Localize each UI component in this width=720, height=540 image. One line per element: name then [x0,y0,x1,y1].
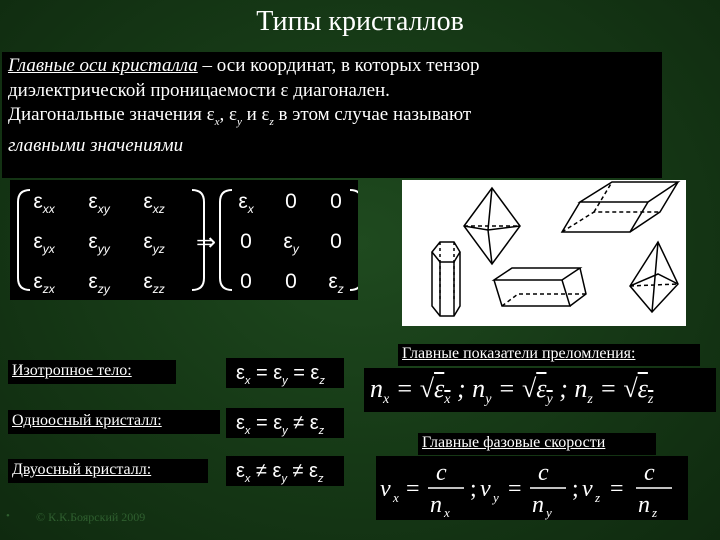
matrix-cell: $\varepsilon_{yz}$ [143,230,165,257]
svg-text:n: n [532,492,544,518]
matrix-cell: $\varepsilon_{zz}$ [143,270,165,297]
isotropic-label: Изотропное тело: [12,362,132,379]
matrix-cell: 0 [330,190,342,213]
svg-text:z: z [595,490,601,505]
matrix-cell: 0 [330,230,342,253]
refraction-heading: Главные показатели преломления: [402,345,636,362]
svg-text:;: ; [470,476,477,502]
svg-text:;: ; [572,476,579,502]
svg-text:x: x [393,490,399,505]
phase-velocity-heading: Главные фазовые скорости [422,434,606,451]
matrix-cell: 0 [240,230,252,253]
biaxial-formula: $\varepsilon_x \ne \varepsilon_y \ne \varepsilon_z$ [236,460,324,485]
intro-line1: – оси координат, в которых тензор [197,55,480,76]
crystal-shapes-figure [402,180,686,326]
svg-text:=: = [406,476,420,502]
svg-text:=: = [610,476,624,502]
matrix-cell: $\varepsilon_{xz}$ [143,190,165,217]
isotropic-formula: $\varepsilon_x = \varepsilon_y = \varepsilon_z$ [236,362,325,387]
svg-text:y: y [493,490,499,505]
svg-text:n: n [638,492,650,518]
svg-text:v: v [480,476,491,502]
biaxial-label: Двуосный кристалл: [12,461,152,478]
svg-text:v: v [582,476,593,502]
phase-velocity-formula [376,456,688,520]
matrix-cell: 0 [240,270,252,293]
uniaxial-label: Одноосный кристалл: [12,412,162,429]
principal-axes-term: Главные оси кристалла [8,55,198,76]
svg-text:=: = [508,476,522,502]
svg-text:z: z [652,505,658,520]
svg-text:c: c [436,460,447,486]
svg-text:x: x [444,505,450,520]
intro-text [8,54,658,159]
diagonal-tensor-matrix [220,190,360,300]
svg-text:c: c [644,460,655,486]
svg-text:c: c [538,460,549,486]
matrix-cell: $\varepsilon_{xx}$ [33,190,55,217]
full-tensor-matrix [18,190,198,300]
footer-bullet-icon: • [6,510,10,522]
matrix-cell: 0 [285,270,297,293]
matrix-cell: $\varepsilon_x$ [238,190,254,217]
matrix-cell: $\varepsilon_{zy}$ [88,270,110,297]
matrix-cell: $\varepsilon_y$ [283,230,299,257]
matrix-cell: $\varepsilon_{xy}$ [88,190,110,217]
matrix-cell: $\varepsilon_{yy}$ [88,230,110,257]
svg-text:v: v [380,476,391,502]
slide-title: Типы кристаллов [256,6,464,37]
intro-line3: Диагональные значения $\varepsilon_x$, $\varepsilon_y$ и $\varepsilon_z$ в этом случае называют [8,104,472,128]
footer-copyright: © К.К.Боярский 2009 [36,510,146,524]
matrix-cell: 0 [285,190,297,213]
refraction-formula: $n_x = √\varepsilon_x$ ; $n_y = √\varepsilon_y$ ; $n_z = √\varepsilon_z$ [370,374,654,408]
uniaxial-formula: $\varepsilon_x = \varepsilon_y \ne \varepsilon_z$ [236,412,325,437]
svg-text:y: y [546,505,552,520]
crystal-shapes-drawing [402,180,686,326]
implies-arrow: ⇒ [196,229,217,256]
svg-text:n: n [430,492,442,518]
matrix-cell: $\varepsilon_{yx}$ [33,230,55,257]
matrix-cell: $\varepsilon_z$ [328,270,344,297]
principal-values-term: главными значениями [8,135,184,157]
matrix-cell: $\varepsilon_{zx}$ [33,270,55,297]
intro-line2: диэлектрической проницаемости ε диагонален. [8,79,390,101]
